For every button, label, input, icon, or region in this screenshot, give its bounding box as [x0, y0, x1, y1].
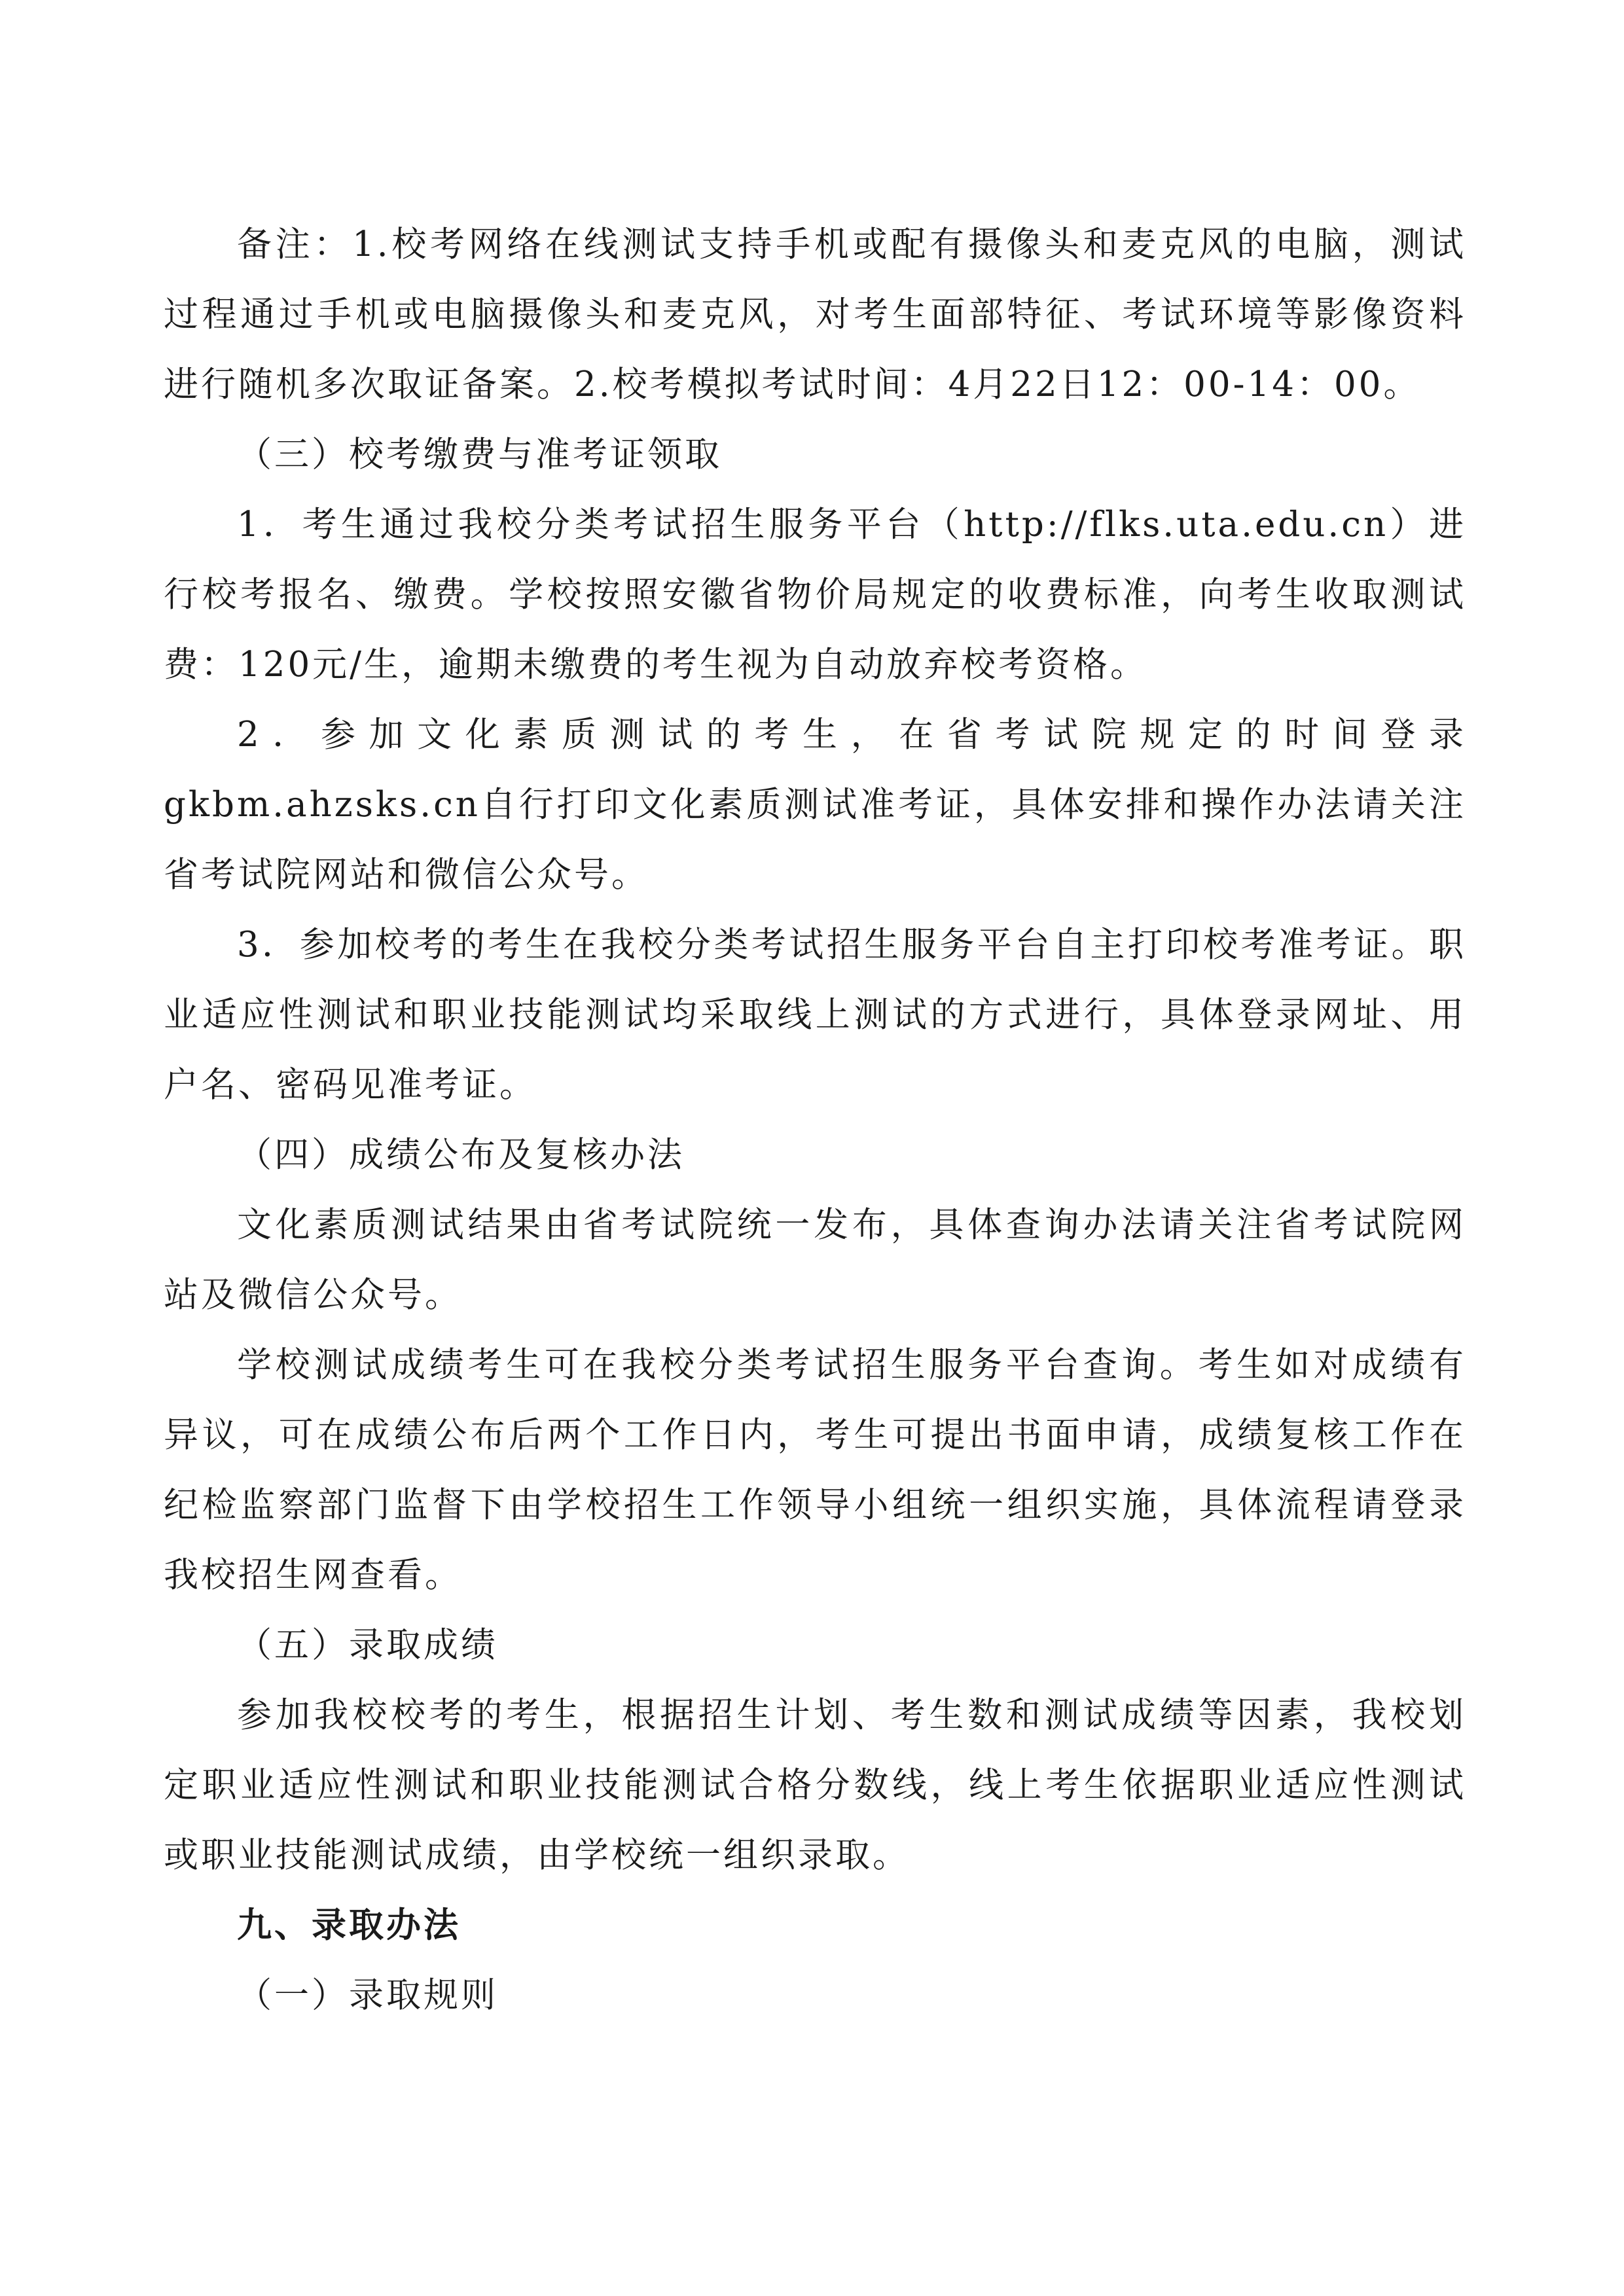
remark-paragraph: 备注：1.校考网络在线测试支持手机或配有摄像头和麦克风的电脑，测试过程通过手机或电脑摄像头和麦克风，对考生面部特征、考试环境等影像资料进行随机多次取证备案。2.校考模拟考试时间：4月22日12：00-14：00。 [164, 224, 1466, 404]
paragraph-score-review: 学校测试成绩考生可在我校分类考试招生服务平台查询。考生如对成绩有异议，可在成绩公布后两个工作日内，考生可提出书面申请，成绩复核工作在纪检监察部门监督下由学校招生工作领导小组统一组织实施，具体流程请登录我校招生网查看。 [164, 1345, 1466, 1595]
section-heading-fee-admission-ticket: （三）校考缴费与准考证领取 [237, 435, 722, 475]
paragraph-culture-test-ticket: 2．参加文化素质测试的考生，在省考试院规定的时间登录gkbm.ahzsks.cn自行打印文化素质测试准考证，具体安排和操作办法请关注省考试院网站和微信公众号。 [164, 715, 1466, 895]
paragraph-registration-fee: 1．考生通过我校分类考试招生服务平台（http://flks.uta.edu.cn）进行校考报名、缴费。学校按照安徽省物价局规定的收费标准，向考生收取测试费：120元/生，逾期未缴费的考生视为自动放弃校考资格。 [164, 505, 1466, 685]
section-heading-admission-rules: （一）录取规则 [237, 1975, 498, 2015]
chapter-heading-admission-methods: 九、录取办法 [237, 1905, 461, 1945]
section-heading-score-release: （四）成绩公布及复核办法 [237, 1135, 685, 1175]
document-body [164, 209, 1466, 2030]
section-heading-admission-scores: （五）录取成绩 [237, 1625, 498, 1665]
paragraph-culture-test-results: 文化素质测试结果由省考试院统一发布，具体查询办法请关注省考试院网站及微信公众号。 [164, 1205, 1466, 1315]
paragraph-school-exam-ticket: 3．参加校考的考生在我校分类考试招生服务平台自主打印校考准考证。职业适应性测试和职业技能测试均采取线上测试的方式进行，具体登录网址、用户名、密码见准考证。 [164, 925, 1466, 1105]
paragraph-admission-scores: 参加我校校考的考生，根据招生计划、考生数和测试成绩等因素，我校划定职业适应性测试和职业技能测试合格分数线，线上考生依据职业适应性测试或职业技能测试成绩，由学校统一组织录取。 [164, 1695, 1466, 1875]
